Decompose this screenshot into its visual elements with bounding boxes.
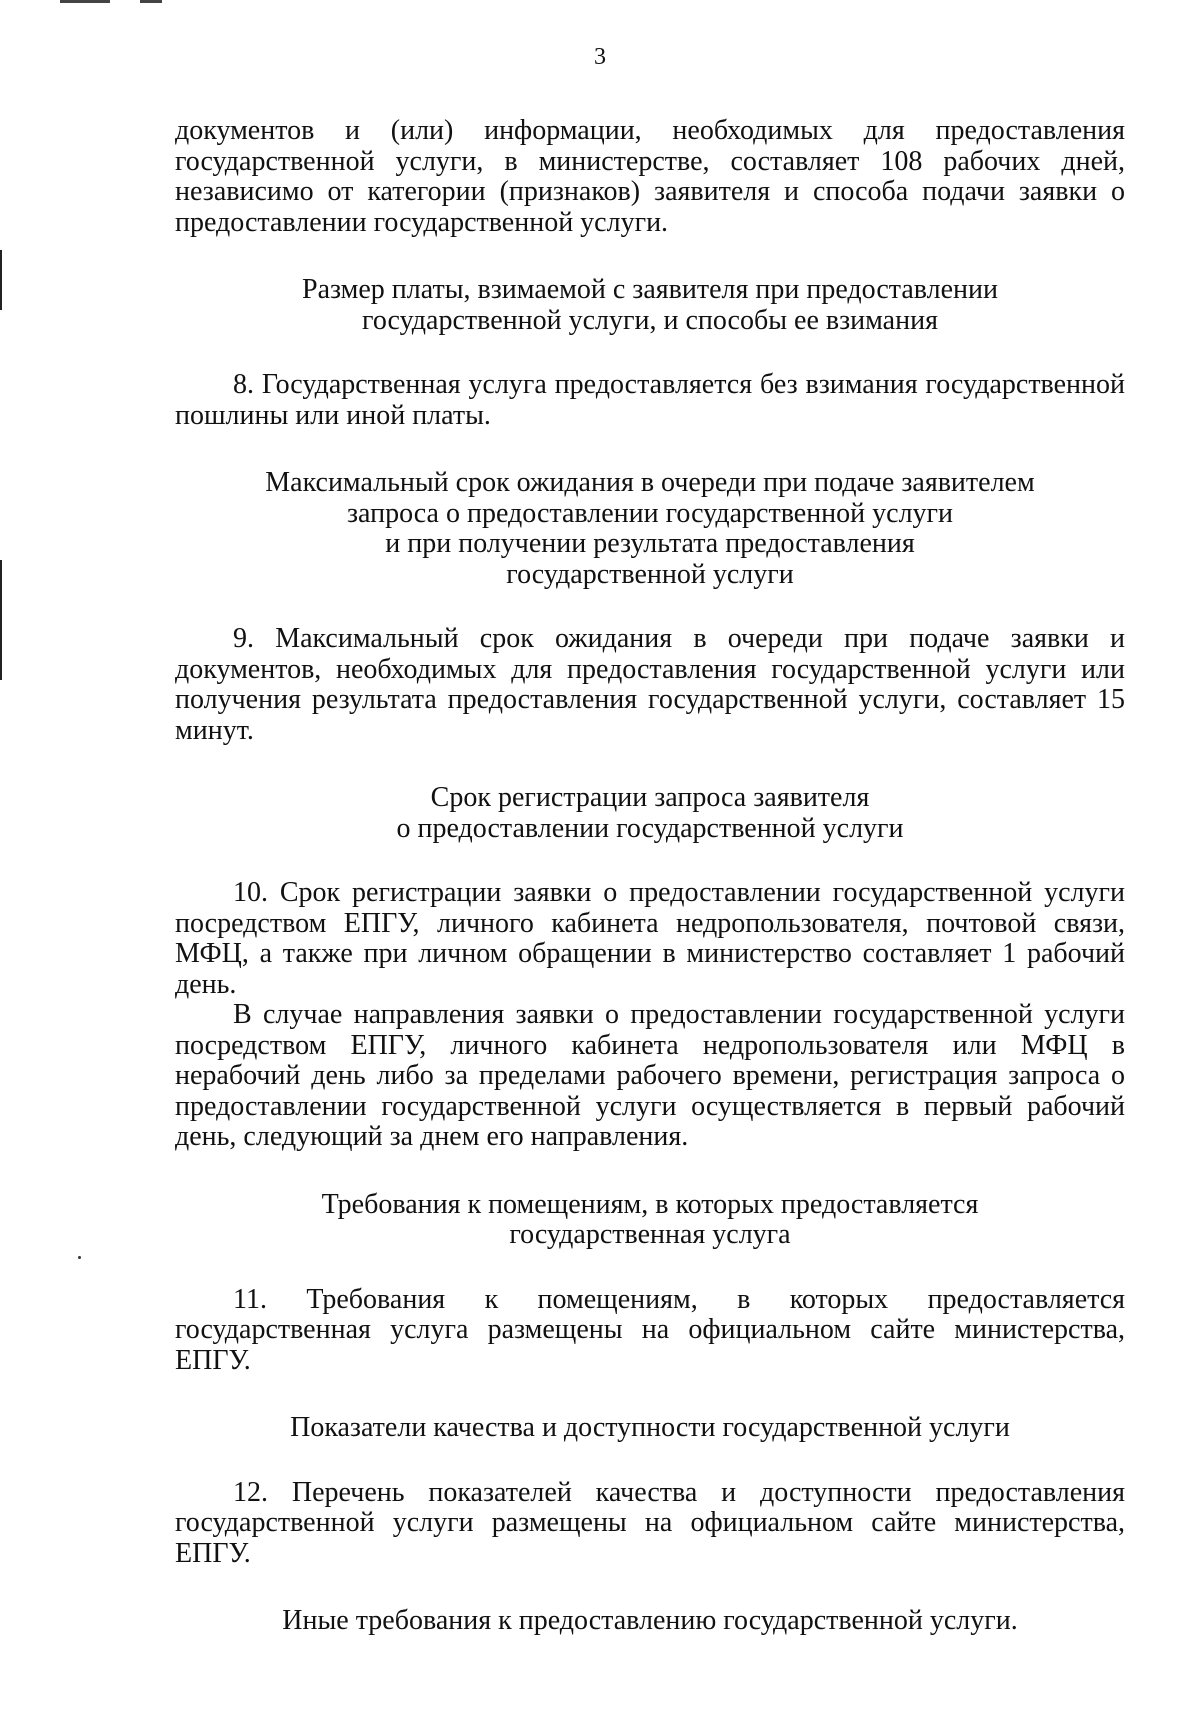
document-body [175,116,1125,1637]
heading-line: Максимальный срок ожидания в очереди при подаче заявителем [265,467,1035,498]
scan-artifact [78,1256,81,1259]
heading-line: Размер платы, взимаемой с заявителя при предоставлении [302,274,998,305]
heading-line: запроса о предоставлении государственной услуги [346,497,954,529]
heading-line: Срок регистрации запроса заявителя [430,782,870,813]
clause-11: 11. Требования к помещениям, в которых предоставляется государственная услуга размещены на официальном сайте министерства, ЕПГУ. [175,1283,1125,1376]
scan-artifact [0,250,2,310]
section-heading-premises [175,1190,1125,1251]
clause-9: 9. Максимальный срок ожидания в очереди при подаче заявки и документов, необходимых для предоставления государственной услуги или получения результата предоставления государственной услуги, составляет 15 минут. [175,623,1125,746]
heading-line: государственная услуга [509,1219,791,1250]
heading-line: государственной услуги, и способы ее взимания [362,304,938,336]
clause-12: 12. Перечень показателей качества и доступности предоставления государственной услуги размещены на официальном сайте министерства, ЕПГУ. [175,1476,1125,1569]
page-number: 3 [594,44,606,70]
paragraph-continuation: документов и (или) информации, необходимых для предоставления государственной услуги, в министерстве, составляет 108 рабочих дней, независимо от категории (признаков) заявителя и способа подачи заявки о предоставлении государственной услуги. [175,115,1125,238]
scan-artifact [0,560,2,680]
heading-line: государственной услуги [506,558,794,590]
section-heading-quality [175,1413,1125,1444]
section-heading-queue [175,468,1125,590]
section-heading-other [175,1606,1125,1637]
section-heading-fee [175,275,1125,336]
heading-line: Требования к помещениям, в которых предоставляется [321,1188,979,1220]
clause-8: 8. Государственная услуга предоставляется без взимания государственной пошлины или иной платы. [175,369,1125,431]
clause-10-paragraph-2: В случае направления заявки о предоставлении государственной услуги посредством ЕПГУ, личного кабинета недропользователя или МФЦ в нерабочий день либо за пределами рабочего времени, регистрация запроса о предоставлении государственной услуги осуществляется в первый рабочий день, следующий за днем его направления. [175,999,1125,1152]
scan-artifact [140,0,162,3]
heading-line: Иные требования к предоставлению государственной услуги. [282,1605,1018,1636]
section-heading-registration [175,783,1125,844]
heading-line: Показатели качества и доступности государственной услуги [290,1412,1010,1443]
heading-line: и при получении результата предоставления [385,528,915,559]
clause-10: 10. Срок регистрации заявки о предоставлении государственной услуги посредством ЕПГУ, личного кабинета недропользователя, почтовой связи, МФЦ, а также при личном обращении в министерство составляет 1 рабочий день. [175,877,1125,1000]
heading-line: о предоставлении государственной услуги [396,812,904,844]
scan-artifact [60,0,110,3]
